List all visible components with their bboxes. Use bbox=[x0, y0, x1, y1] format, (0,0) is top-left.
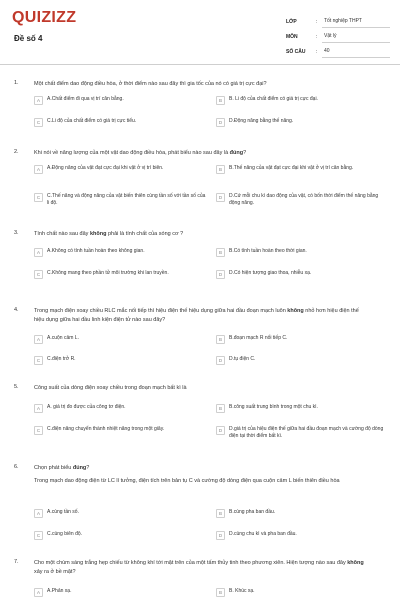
option-letter-box: D bbox=[216, 426, 225, 435]
question-number: 3. bbox=[14, 230, 19, 236]
option-letter-box: C bbox=[34, 426, 43, 435]
option-text: B.Có tính tuần hoàn theo thời gian. bbox=[229, 248, 307, 254]
option-a[interactable] bbox=[34, 335, 206, 344]
info-value: 40 bbox=[322, 46, 390, 58]
option-text: A.cuộn cảm L. bbox=[47, 335, 79, 341]
quizizz-logo: QUIZIZZ bbox=[12, 9, 77, 26]
info-value: Vật lý bbox=[322, 31, 390, 43]
option-b[interactable] bbox=[216, 165, 388, 174]
question-text-emphasis: đúng bbox=[229, 150, 244, 156]
option-text: B. Li độ của chất điểm có giá trị cực đại. bbox=[229, 96, 318, 102]
option-letter-box: B bbox=[216, 165, 225, 174]
option-a[interactable] bbox=[34, 404, 206, 413]
option-b[interactable] bbox=[216, 588, 388, 597]
option-text: C.cùng biên độ. bbox=[47, 531, 83, 537]
option-b[interactable] bbox=[216, 509, 388, 518]
option-d[interactable] bbox=[216, 356, 388, 365]
option-letter-box: C bbox=[34, 356, 43, 365]
option-a[interactable] bbox=[34, 248, 206, 257]
option-text: A.cùng tần số. bbox=[47, 509, 79, 515]
info-row-count bbox=[286, 44, 390, 59]
option-c[interactable] bbox=[34, 193, 206, 207]
info-label: LỚP bbox=[286, 18, 297, 25]
question-text bbox=[34, 559, 370, 577]
option-text: C.Thế năng và động năng của vật biến thiên cùng tần số với tần số của li độ. bbox=[47, 193, 206, 206]
option-text: B.đoạn mạch R nối tiếp C. bbox=[229, 335, 288, 341]
option-a[interactable] bbox=[34, 509, 206, 518]
question-text bbox=[34, 230, 370, 239]
option-letter-box: D bbox=[216, 356, 225, 365]
option-c[interactable] bbox=[34, 426, 206, 435]
option-text: B.công suất trung bình trong một chu kì. bbox=[229, 404, 318, 410]
option-d[interactable] bbox=[216, 118, 388, 127]
option-letter-box: D bbox=[216, 531, 225, 540]
info-colon: : bbox=[316, 48, 318, 55]
option-d[interactable] bbox=[216, 193, 388, 207]
option-text: D.Cứ mỗi chu kì dao động của vật, có bốn thời điểm thế năng bằng động năng. bbox=[229, 193, 379, 206]
option-a[interactable] bbox=[34, 588, 206, 597]
info-colon: : bbox=[316, 33, 318, 40]
option-letter-box: A bbox=[34, 509, 43, 518]
option-text: D.giá trị của hiệu điện thế giữa hai đầu đoạn mạch và cường độ dòng điện tại thời điểm bất kì. bbox=[229, 426, 384, 439]
question-text-part: ? bbox=[86, 465, 90, 471]
worksheet-title: Đề số 4 bbox=[14, 34, 43, 43]
option-c[interactable] bbox=[34, 531, 206, 540]
option-text: C.Không mang theo phần tử môi trường khi lan truyền. bbox=[47, 270, 169, 276]
option-a[interactable] bbox=[34, 165, 206, 174]
option-text: C.Li độ của chất điểm có giá trị cực tiểu. bbox=[47, 118, 137, 124]
option-d[interactable] bbox=[216, 270, 388, 279]
question-text: Công suất của dòng điện xoay chiều trong đoạn mạch bất kì là bbox=[34, 385, 187, 391]
question-number: 4. bbox=[14, 307, 19, 313]
option-a[interactable] bbox=[34, 96, 206, 105]
option-text: A.Động năng của vật đạt cực đại khi vật ở vị trí biên. bbox=[47, 165, 164, 171]
option-letter-box: D bbox=[216, 193, 225, 202]
option-text: A. giá trị đo được của công tơ điện. bbox=[47, 404, 126, 410]
question-text-part: Khi nói về năng lượng của một vật dao động điều hòa, phát biểu nào sau đây là bbox=[34, 150, 230, 156]
option-letter-box: C bbox=[34, 193, 43, 202]
info-value: Tốt nghiệp THPT bbox=[322, 16, 390, 28]
option-text: D.Động năng bằng thế năng. bbox=[229, 118, 294, 124]
option-d[interactable] bbox=[216, 531, 388, 540]
option-c[interactable] bbox=[34, 356, 206, 365]
option-letter-box: B bbox=[216, 248, 225, 257]
question-text-part: phải là tính chất của sóng cơ ? bbox=[106, 231, 184, 237]
option-letter-box: C bbox=[34, 118, 43, 127]
option-letter-box: C bbox=[34, 270, 43, 279]
info-colon: : bbox=[316, 18, 318, 25]
option-d[interactable] bbox=[216, 426, 388, 440]
option-text: D.cùng chu kì và pha ban đầu. bbox=[229, 531, 297, 537]
question-text-emphasis: không bbox=[287, 308, 304, 314]
option-letter-box: A bbox=[34, 248, 43, 257]
question-text-emphasis: không bbox=[89, 231, 107, 237]
option-letter-box: B bbox=[216, 335, 225, 344]
option-text: A.Chất điểm đi qua vị trí cân bằng. bbox=[47, 96, 124, 102]
info-row-subject bbox=[286, 29, 390, 44]
option-letter-box: A bbox=[34, 404, 43, 413]
option-text: D.tụ điện C. bbox=[229, 356, 256, 362]
option-text: B.Thế năng của vật đạt cực đại khi vật ở vị trí cân bằng. bbox=[229, 165, 354, 171]
option-letter-box: B bbox=[216, 588, 225, 597]
option-b[interactable] bbox=[216, 248, 388, 257]
question-text-part: Cho một chùm sáng trắng hẹp chiếu từ không khí tới mặt trên của một tấm thủy tinh theo phương xiên. Hiện tượng nào sau đây bbox=[34, 560, 348, 566]
option-letter-box: B bbox=[216, 96, 225, 105]
option-text: B. Khúc xạ. bbox=[229, 588, 255, 594]
question-text-part: nhỏ hơn hiệu điện thế hiệu dụng giữa hai đầu linh kiện điện tử nào sau đây? bbox=[34, 308, 359, 323]
question-number: 7. bbox=[14, 559, 19, 565]
question-text: Một chất điểm dao động điều hòa, ở thời điểm nào sau đây thì gia tốc của nó có giá trị cực đại? bbox=[34, 81, 267, 87]
option-letter-box: A bbox=[34, 165, 43, 174]
question-text-part: Chọn phát biểu bbox=[34, 465, 73, 471]
question-text-part: Trong mạch điện xoay chiều RLC mắc nối tiếp thì hiệu điện thế hiệu dụng giữa hai đầu đoạn mạch luôn bbox=[34, 308, 288, 314]
option-b[interactable] bbox=[216, 96, 388, 105]
option-c[interactable] bbox=[34, 270, 206, 279]
worksheet-info bbox=[286, 14, 390, 59]
option-text: B.cùng pha ban đầu. bbox=[229, 509, 276, 515]
info-label: MÔN bbox=[286, 33, 298, 40]
option-text: A.Phản xạ. bbox=[47, 588, 72, 594]
option-text: A.Không có tính tuần hoàn theo không gian. bbox=[47, 248, 145, 254]
option-letter-box: A bbox=[34, 96, 43, 105]
option-letter-box: B bbox=[216, 404, 225, 413]
question-text-part: ? bbox=[243, 150, 247, 156]
question-text bbox=[34, 464, 370, 473]
option-letter-box: C bbox=[34, 531, 43, 540]
question-number: 5. bbox=[14, 384, 19, 390]
question-text-emphasis: không bbox=[347, 560, 364, 566]
question-number: 2. bbox=[14, 149, 19, 155]
question-text bbox=[34, 149, 370, 158]
worksheet-header bbox=[0, 0, 400, 65]
option-letter-box: D bbox=[216, 118, 225, 127]
option-text: D.Có hiện tượng giao thoa, nhiễu xạ. bbox=[229, 270, 312, 276]
info-label: SỐ CÂU bbox=[286, 48, 306, 55]
option-letter-box: A bbox=[34, 588, 43, 597]
option-letter-box: B bbox=[216, 509, 225, 518]
option-b[interactable] bbox=[216, 404, 388, 413]
question-text-part: Tính chất nào sau đây bbox=[34, 231, 90, 237]
question-text-emphasis: đúng bbox=[72, 465, 87, 471]
option-text: C.điện năng chuyển thành nhiệt năng trong một giây. bbox=[47, 426, 165, 432]
option-text: C.điện trở R. bbox=[47, 356, 76, 362]
option-c[interactable] bbox=[34, 118, 206, 127]
question-text-part: xảy ra ở bề mặt? bbox=[34, 569, 76, 575]
question-subtext: Trong mạch dao động điện từ LC lí tưởng, điện tích trên bản tụ C và cường độ dòng điện qua cuộn cảm L biến thiên điều hòa bbox=[34, 478, 340, 484]
option-letter-box: A bbox=[34, 335, 43, 344]
option-letter-box: D bbox=[216, 270, 225, 279]
question-number: 1. bbox=[14, 80, 19, 86]
question-text bbox=[34, 307, 370, 325]
option-b[interactable] bbox=[216, 335, 388, 344]
info-row-class bbox=[286, 14, 390, 29]
question-number: 6. bbox=[14, 464, 19, 470]
